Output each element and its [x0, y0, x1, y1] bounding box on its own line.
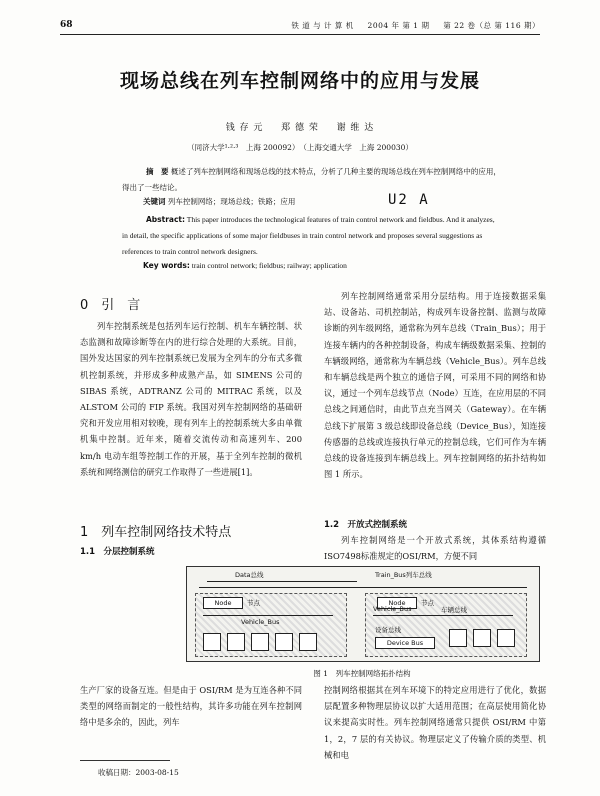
keywords-en-label: Key words:: [143, 261, 190, 270]
device-box: [227, 633, 245, 651]
train-bus-label: Train_Bus列车总线: [375, 571, 432, 579]
affiliations: （同济大学¹·²·³ 上海 200092） （上海交通大学 上海 200030）: [187, 143, 413, 152]
keywords-zh-text: 列车控制网络；现场总线；铁路；应用: [167, 197, 296, 206]
vehicle-bus-right-label: Vehicle_Bus: [373, 605, 412, 613]
node-box-left: Node: [203, 597, 243, 609]
device-box: [251, 633, 269, 651]
handwritten-mark: U2 A: [388, 192, 430, 208]
device-box: [275, 633, 293, 651]
right-paragraph-1: 列车控制网络通常采用分层结构。用于连接数据采集站、设备站、司机控制站，构成列车设备控制、监测与故障诊断的列车级网络，通常称为列车总线（Train_Bus）；用于连接车辆内的各种控制设备，构成车辆级数据采集、控制的车辆级网络，通常称为车辆总线（Vehicle_Bus）。列车总线和车辆总线是两个独立的通信子网，可采用不同的网络和协议，通过一个列车总线节点（Node）互连，在应用层的不同总线之间通信时，由此节点充当网关（Gateway）。在车辆总线下扩展第 3 级总线即设备总线（Device_Bus），知连接传感器的总线或连接执行单元的控制总线，它们可作为车辆总线的设备连接到车辆总线上。列车控制网络的拓扑结构如图 1 所示。: [324, 291, 546, 480]
node-label-right: 节点: [421, 599, 434, 607]
figure-1-topology: [186, 566, 540, 662]
device-bus-zh-label: 设备总线: [375, 626, 401, 634]
journal-info: 铁 道 与 计 算 机 2004 年 第 1 期 第 22 卷（总 第 116 期）: [291, 21, 540, 30]
subsection-1-1-heading: 1.1 分层控制系统: [80, 547, 155, 557]
figure-1-caption: 图 1 列车控制网络拓扑结构: [313, 669, 411, 678]
authors: 钱 存 元 郑 德 荣 谢 维 达: [225, 123, 375, 133]
abstract-zh: [122, 164, 502, 196]
abstract-en: [122, 212, 502, 260]
node-box-right: Node: [377, 597, 417, 609]
received-date: 收稿日期：2003-08-15: [98, 768, 179, 777]
device-bus-box: Device Bus: [375, 637, 435, 649]
node-label-left: 节点: [247, 599, 260, 607]
right-paragraph-2: 列车控制网络是一个开放式系统，其体系结构遵循ISO7498标准规定的OSI/RM，方便不同: [324, 535, 546, 562]
vehicle-bus-left-label: Vehicle_Bus: [241, 618, 280, 626]
abstract-zh-label: 摘 要: [146, 167, 169, 176]
data-bus-label: Data总线: [235, 571, 264, 579]
device-box: [449, 629, 467, 647]
keywords-en: [143, 261, 503, 270]
page-number: 68: [60, 20, 73, 30]
abstract-en-label: Abstract:: [146, 215, 186, 224]
bottom-right-paragraph: 控制网络根据其在列车环境下的特定应用进行了优化，数据层配置多种物理层协议以扩大适用范围；在高层使用简化协议来提高实时性。列车控制网络通常只提供 OSI/RM 中第 1，2，7 层的有关协议。物理层定义了传输介质的类型、机械和电: [324, 685, 546, 760]
device-box: [473, 629, 491, 647]
train-bus-line: [199, 587, 527, 588]
abstract-en-text: This paper introduces the technological features of train control network and fieldbus. And it analyzes, in detail, the specific applications of some major fieldbuses in train control network and proposes several suggestions as references to train control network designers.: [122, 215, 495, 256]
keywords-zh-label: 关键词: [143, 197, 166, 206]
section-0-heading: 0 引 言: [80, 298, 141, 313]
bottom-left-paragraph: 生产厂家的设备互连。但是由于 OSI/RM 是为互连各种不同类型的网络而制定的一般性结构，其许多功能在列车控制网络中是多余的，因此，列车: [80, 685, 302, 728]
footnote-rule: [80, 760, 170, 761]
device-box: [203, 633, 221, 651]
subsection-1-2-heading: 1.2 开放式控制系统: [324, 520, 408, 530]
running-header: [60, 8, 540, 35]
keywords-zh: [143, 196, 503, 207]
vehicle-bus-left-line: [203, 615, 333, 616]
device-box: [299, 633, 317, 651]
device-box: [497, 629, 515, 647]
vehicle-bus-right-line: [373, 615, 513, 616]
paper-title: 现场总线在列车控制网络中的应用与发展: [119, 70, 480, 92]
section-0-paragraph: 列车控制系统是包括列车运行控制、机车车辆控制、状态监测和故障诊断等在内的进行综合处理的大系统。目前，国外发达国家的列车控制系统已发展为全列车的分布式多微机控制系统，并形成多种成熟产品，如 SIMENS 公司的 SIBAS 系统，ADTRANZ 公司的 MITRAC 系统，以及 ALSTOM 公司的 FIP 系统。我国对列车控制网络的基础研究和开发应用相对较晚，现有列车上的控制系统大多由单微机集中控制。近年来，随着交流传动和高速列车、200 km/h 电动车组等控制工作的开展，基于全列车控制的微机系统和网络测信的研究工作取得了一些进展[1]。: [80, 321, 302, 477]
vehicle-bus-right-zh: 车辆总线: [441, 606, 467, 614]
keywords-en-text: train control network; fieldbus; railway; application: [191, 261, 347, 270]
data-bus-line: [207, 581, 357, 582]
section-1-heading: 1 列车控制网络技术特点: [80, 525, 232, 540]
abstract-zh-text: 概述了列车控制网络和现场总线的技术特点，分析了几种主要的现场总线在列车控制网络中的应用，得出了一些结论。: [122, 167, 501, 192]
